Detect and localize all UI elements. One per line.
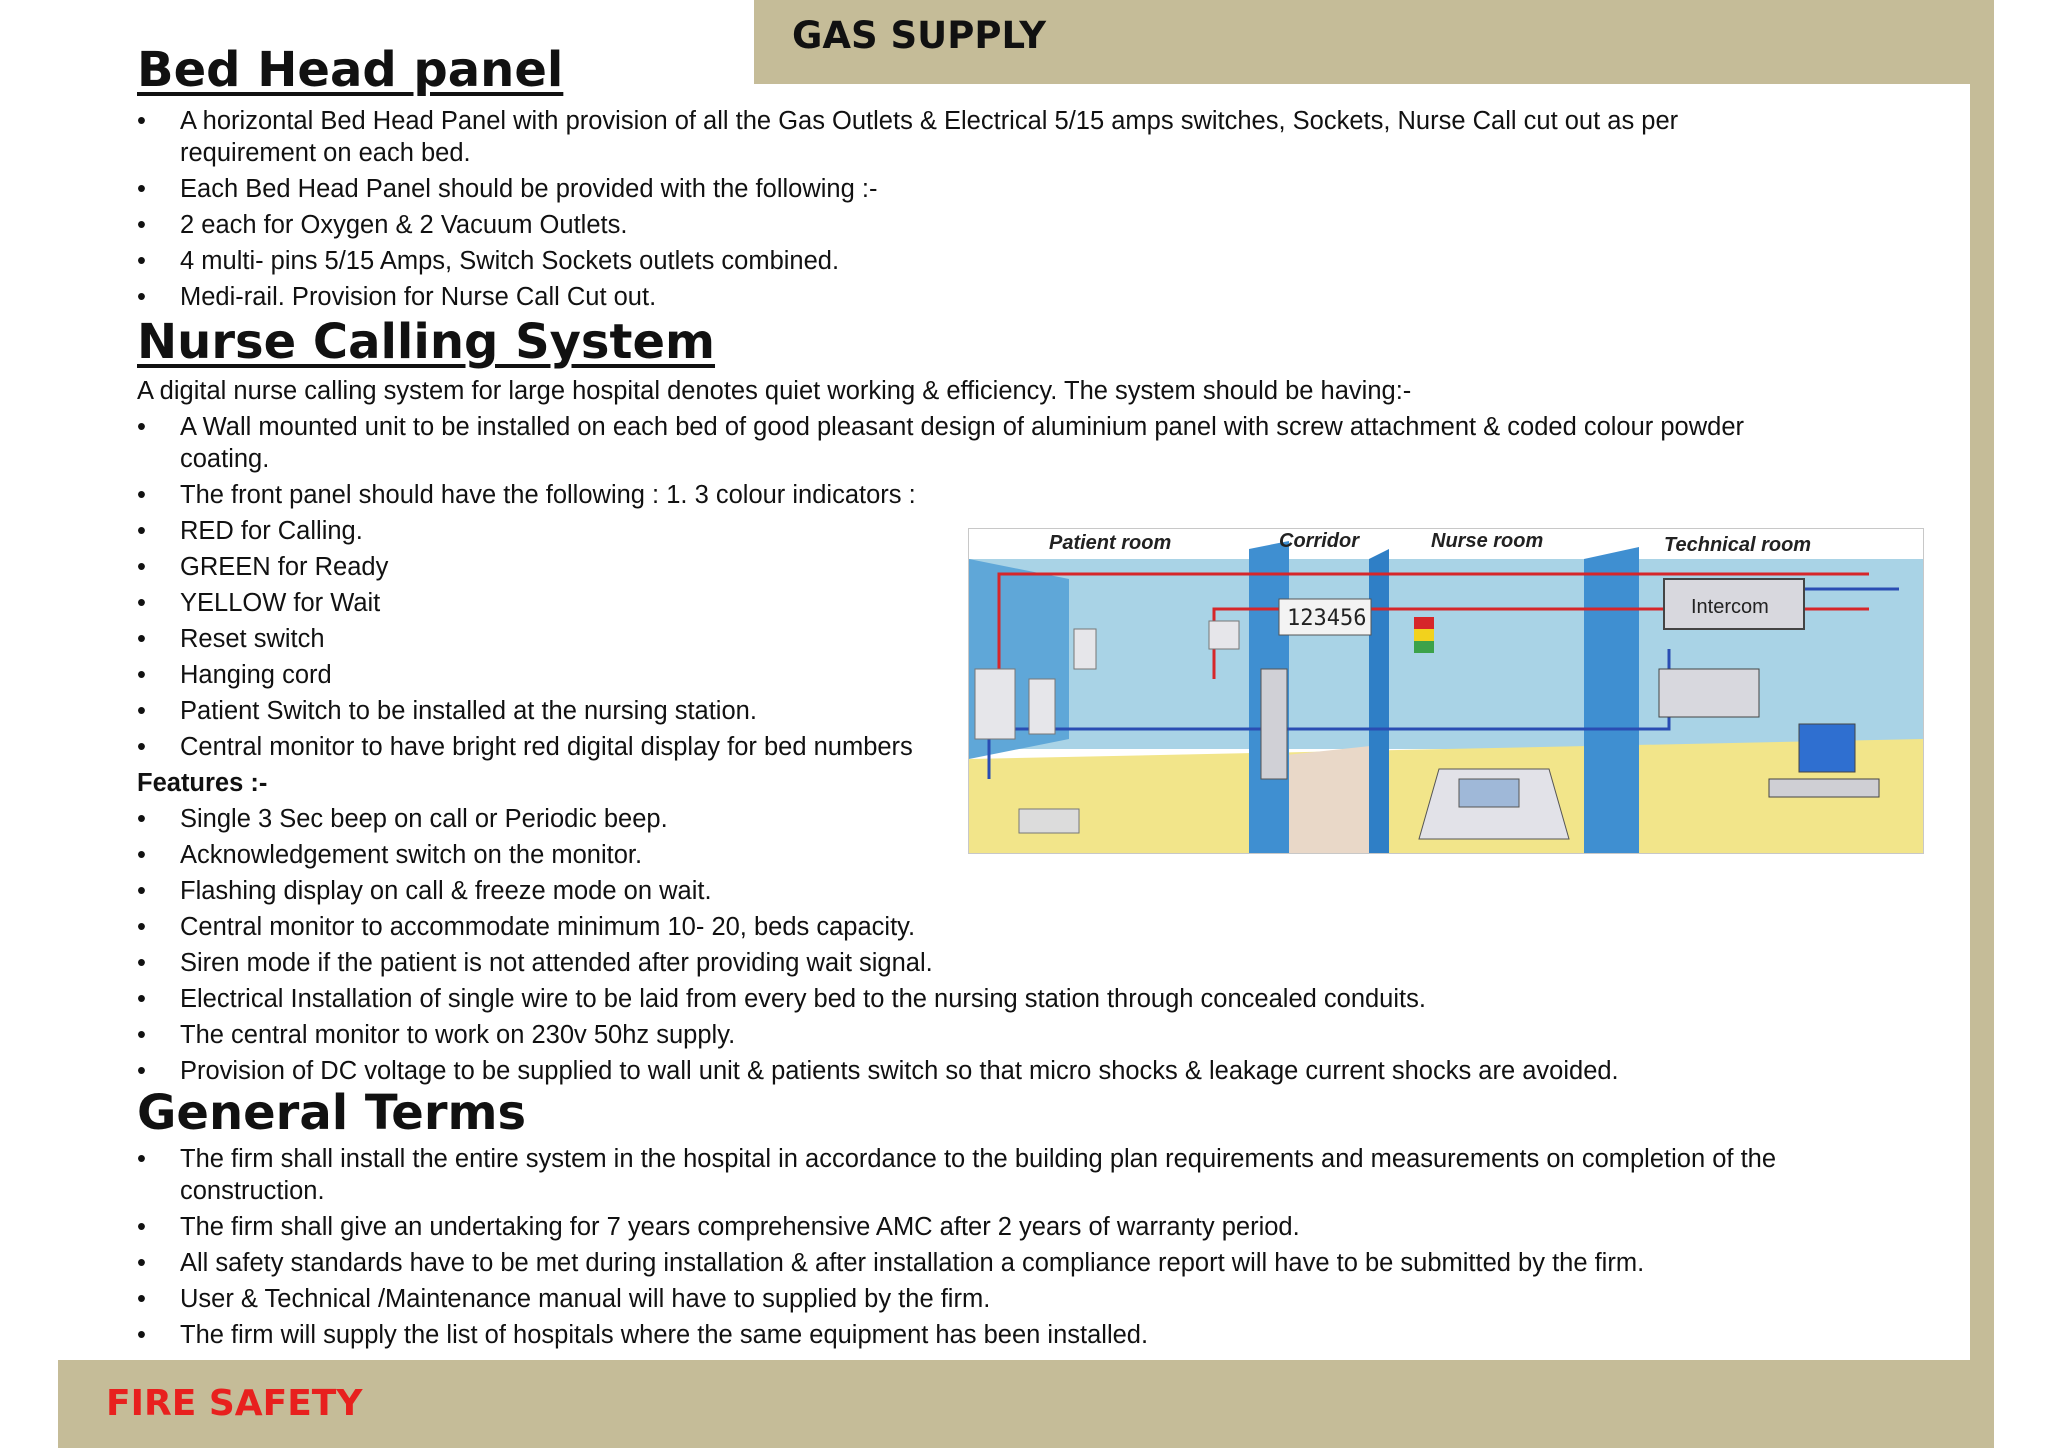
list-item: • Acknowledgement switch on the monitor. <box>137 839 1857 871</box>
list-item: • The firm will supply the list of hospitals where the same equipment has been installed. <box>137 1319 1837 1351</box>
list-item: • Each Bed Head Panel should be provided with the following :- <box>137 173 1777 205</box>
bed-head-heading: Bed Head panel <box>137 42 564 98</box>
computer-base <box>1769 779 1879 797</box>
features-label: Features :- <box>137 769 268 797</box>
bed-head-list <box>137 105 1777 317</box>
list-item: • 2 each for Oxygen & 2 Vacuum Outlets. <box>137 209 1777 241</box>
list-item: • A horizontal Bed Head Panel with provision of all the Gas Outlets & Electrical 5/15 amps switches, Sockets, Nurse Call cut out as per requirement on each bed. <box>137 105 1777 169</box>
right-border-band <box>1970 0 1994 1448</box>
list-item: • A Wall mounted unit to be installed on each bed of good pleasant design of aluminium panel with screw attachment & coded colour powder coating. <box>137 411 1837 475</box>
list-item: • GREEN for Ready <box>137 551 957 583</box>
list-item: • Hanging cord <box>137 659 957 691</box>
list-item: • Central monitor to have bright red digital display for bed numbers <box>137 731 957 763</box>
diagram-illustration <box>969 529 1923 853</box>
room-label: Nurse room <box>1431 530 1544 552</box>
list-item: • Central monitor to accommodate minimum 10- 20, beds capacity. <box>137 911 1857 943</box>
list-item: • Flashing display on call & freeze mode on wait. <box>137 875 1857 907</box>
wall-unit <box>1074 629 1096 669</box>
console-screen <box>1459 779 1519 807</box>
list-item: • All safety standards have to be met during installation & after installation a compliance report will have to be submitted by the firm. <box>137 1247 1837 1279</box>
nurse-list-b <box>137 515 957 767</box>
yellow-lamp <box>1414 629 1434 641</box>
list-item: • Patient Switch to be installed at the nursing station. <box>137 695 957 727</box>
general-terms-heading: General Terms <box>137 1085 527 1141</box>
intercom-label: Intercom <box>1691 596 1769 618</box>
list-item: • Electrical Installation of single wire to be laid from every bed to the nursing station through concealed conduits. <box>137 983 1857 1015</box>
bed-switch <box>1019 809 1079 833</box>
monitor-screen <box>1799 724 1855 772</box>
list-item: • Single 3 Sec beep on call or Periodic beep. <box>137 803 1857 835</box>
partition-wall <box>1369 549 1389 853</box>
list-item: • User & Technical /Maintenance manual will have to supplied by the firm. <box>137 1283 1837 1315</box>
list-item: • Siren mode if the patient is not attended after providing wait signal. <box>137 947 1857 979</box>
wall-unit <box>1209 621 1239 649</box>
nurse-list-a <box>137 411 1837 515</box>
list-item: • YELLOW for Wait <box>137 587 957 619</box>
list-item: • The central monitor to work on 230v 50hz supply. <box>137 1019 1857 1051</box>
nurse-calling-heading: Nurse Calling System <box>137 314 716 370</box>
nurse-call-diagram <box>968 528 1924 854</box>
header-title: GAS SUPPLY <box>792 14 1047 57</box>
list-item: • Provision of DC voltage to be supplied to wall unit & patients switch so that micro shocks & leakage current shocks are avoided. <box>137 1055 1857 1087</box>
footer-title: FIRE SAFETY <box>106 1383 363 1424</box>
green-lamp <box>1414 641 1434 653</box>
list-item: • The front panel should have the following : 1. 3 colour indicators : <box>137 479 1837 511</box>
list-item: • RED for Calling. <box>137 515 957 547</box>
room-label: Corridor <box>1279 530 1359 552</box>
partition-wall <box>1584 547 1639 853</box>
list-item: • Medi-rail. Provision for Nurse Call Cut out. <box>137 281 1777 313</box>
nurse-intro: A digital nurse calling system for large hospital denotes quiet working & efficiency. The system should be having:- <box>137 377 1412 405</box>
list-item: • Reset switch <box>137 623 957 655</box>
list-item: • 4 multi- pins 5/15 Amps, Switch Sockets outlets combined. <box>137 245 1777 277</box>
red-lamp <box>1414 617 1434 629</box>
room-label: Patient room <box>1049 532 1172 554</box>
general-list <box>137 1143 1837 1355</box>
rack-unit <box>1659 669 1759 717</box>
list-item: • The firm shall give an undertaking for 7 years comprehensive AMC after 2 years of warranty period. <box>137 1211 1837 1243</box>
wall-unit <box>975 669 1015 739</box>
list-item: • The firm shall install the entire system in the hospital in accordance to the building plan requirements and measurements on completion of the construction. <box>137 1143 1837 1207</box>
wall-unit <box>1029 679 1055 734</box>
display-number: 123456 <box>1287 606 1367 631</box>
room-label: Technical room <box>1664 534 1812 556</box>
corridor-keypad <box>1261 669 1287 779</box>
